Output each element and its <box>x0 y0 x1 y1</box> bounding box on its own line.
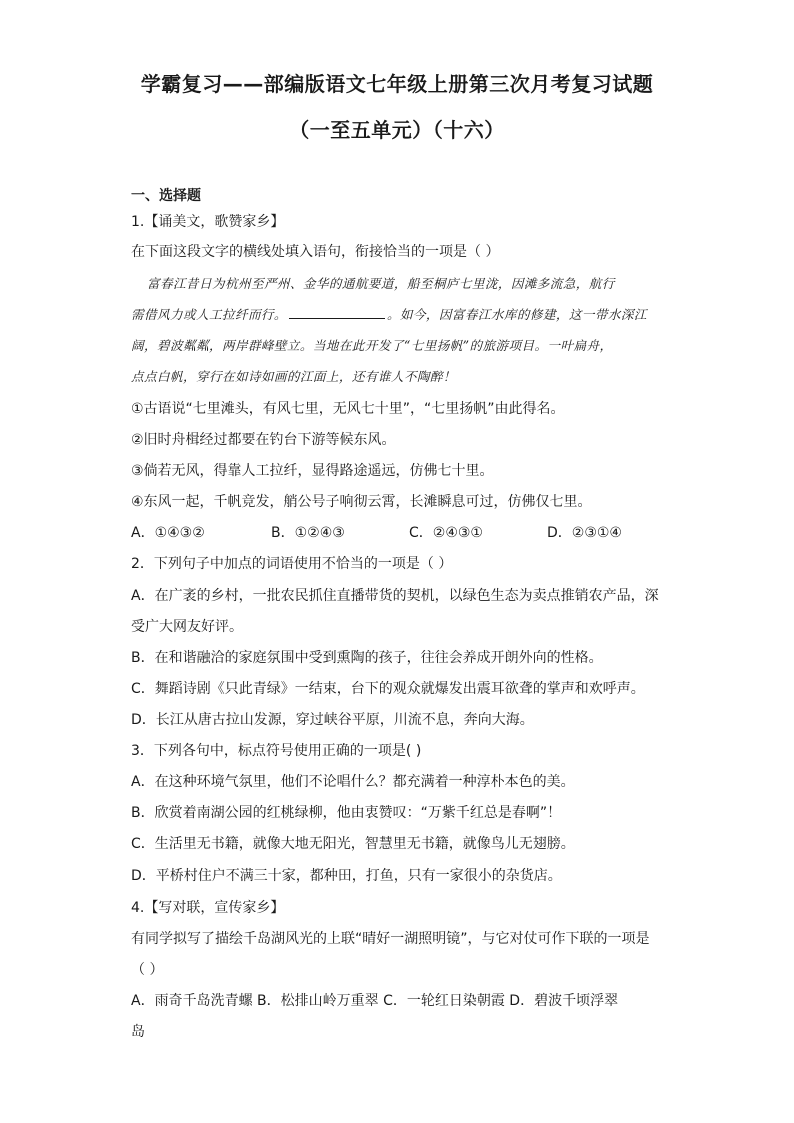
q4-options: A．雨奇千岛洗青螺 B．松排山岭万重翠 C．一轮红日染朝霞 D．碧波千顷浮翠 <box>131 993 619 1009</box>
q3-option-b: B．欣赏着南湖公园的红桃绿柳，他由衷赞叹：“万紫千红总是春啊”！ <box>131 805 562 821</box>
q3-stem: 3．下列各句中，标点符号使用正确的一项是( ) <box>131 743 422 759</box>
q1-item-1: ①古语说“七里滩头，有风七里，无风七十里”，“七里扬帆”由此得名。 <box>131 401 565 417</box>
q1-stem: 在下面这段文字的横线处填入语句，衔接恰当的一项是（ ） <box>131 244 500 260</box>
q1-passage-line-2 <box>131 305 671 325</box>
q1-item-2: ②旧时舟楫经过都要在钓台下游等候东风。 <box>131 432 396 448</box>
q1-item-3: ③倘若无风，得靠人工拉纤，显得路途遥远，仿佛七十里。 <box>131 463 494 479</box>
q2-option-c: C．舞蹈诗剧《只此青绿》一结束，台下的观众就爆发出震耳欲聋的掌声和欢呼声。 <box>131 681 645 697</box>
q1-item-4: ④东风一起，千帆竞发，艄公号子响彻云霄，长滩瞬息可过，仿佛仅七里。 <box>131 494 592 510</box>
q1-header: 1.【诵美文，歌赞家乡】 <box>131 214 285 230</box>
q1-option-b: B．①②④③ <box>271 525 345 541</box>
q4-header: 4.【写对联，宣传家乡】 <box>131 900 285 916</box>
q1-option-d: D．②③①④ <box>547 525 622 541</box>
q3-option-c: C．生活里无书籍，就像大地无阳光，智慧里无书籍，就像鸟儿无翅膀。 <box>131 836 575 852</box>
document-title: 学霸复习——部编版语文七年级上册第三次月考复习试题 <box>140 72 654 96</box>
q2-option-a-cont: 受广大网友好评。 <box>131 619 243 635</box>
q1-passage-line-4: 点点白帆，穿行在如诗如画的江面上，还有谁人不陶醉！ <box>131 369 456 384</box>
q1-passage-line-3: 阔，碧波粼粼，两岸群峰壁立。当地在此开发了“七里扬帆”的旅游项目。一叶扁舟， <box>131 338 613 353</box>
q2-option-d: D．长江从唐古拉山发源，穿过峡谷平原，川流不息，奔向大海。 <box>131 712 534 728</box>
q1-option-a: A．①④③② <box>131 525 205 541</box>
q1-passage-text: 。如今，因富春江水库的修建，这一带水深江 <box>386 307 647 322</box>
q1-option-c: C．②④③① <box>409 525 483 541</box>
q3-option-a: A．在这种环境气氛里，他们不论唱什么？都充满着一种淳朴本色的美。 <box>131 774 575 790</box>
q4-options-cont: 岛 <box>131 1024 145 1040</box>
q2-option-b: B．在和谐融洽的家庭氛围中受到熏陶的孩子，往往会养成开朗外向的性格。 <box>131 650 603 666</box>
q1-options <box>131 523 671 543</box>
q4-stem-cont: （ ） <box>131 962 164 978</box>
document-subtitle: （一至五单元）（十六） <box>289 118 505 142</box>
q3-option-d: D．平桥村住户不满三十家，都种田，打鱼，只有一家很小的杂货店。 <box>131 868 562 884</box>
q2-stem: 2．下列句子中加点的词语使用不恰当的一项是（ ） <box>131 556 453 572</box>
q1-passage-line-1: 富春江昔日为杭州至严州、金华的通航要道，船至桐庐七里泷，因滩多流急，航行 <box>147 276 615 291</box>
q1-passage-text: 需借风力或人工拉纤而行。 <box>131 307 287 322</box>
q2-option-a: A．在广袤的乡村，一批农民抓住直播带货的契机，以绿色生态为卖点推销农产品，深 <box>131 588 659 604</box>
fill-in-blank <box>289 305 385 319</box>
section-heading: 一、选择题 <box>131 188 201 204</box>
q4-stem: 有同学拟写了描绘千岛湖风光的上联“晴好一湖照明镜”，与它对仗可作下联的一项是 <box>131 931 650 947</box>
